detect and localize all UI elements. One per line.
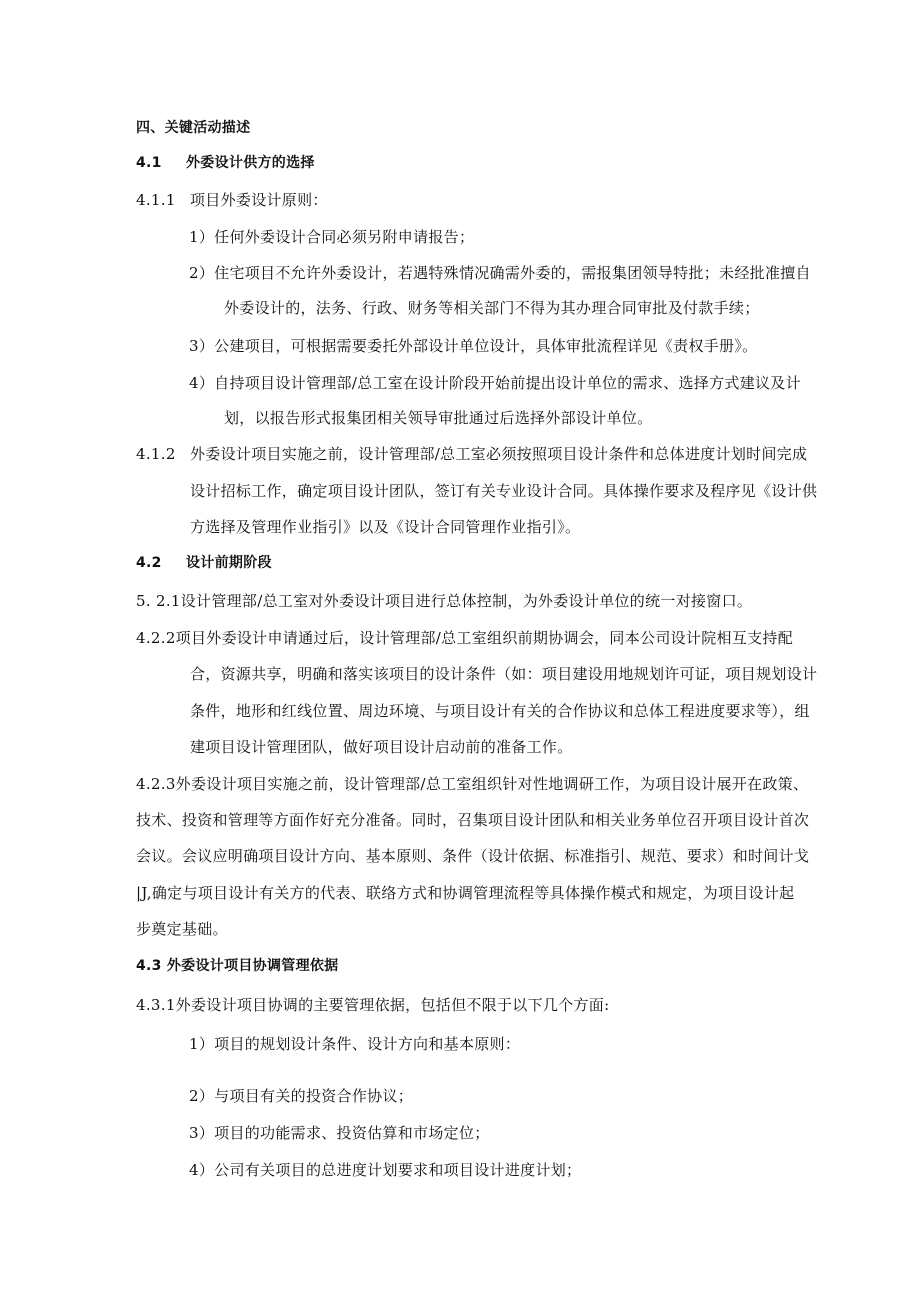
- section-4-1-1-number: 4.1.1: [136, 191, 176, 209]
- list-item: 3）项目的功能需求、投资估算和市场定位；: [189, 1124, 490, 1142]
- section-4-1-number: 4.1: [136, 155, 162, 171]
- list-item: 1）任何外委设计合同必须另附申请报告；: [189, 228, 475, 246]
- paragraph-line: 设计招标工作，确定项目设计团队，签订有关专业设计合同。具体操作要求及程序见《设计供: [190, 482, 818, 500]
- list-item-continuation: 划，以报告形式报集团相关领导审批通过后选择外部设计单位。: [224, 409, 653, 427]
- list-item: 2）住宅项目不允许外委设计，若遇特殊情况确需外委的，需报集团领导特批；未经批准擅自: [189, 264, 811, 282]
- paragraph-line: 步奠定基础。: [136, 920, 228, 938]
- list-item-continuation: 外委设计的，法务、行政、财务等相关部门不得为其办理合同审批及付款手续；: [224, 299, 760, 317]
- paragraph-line: 外委设计项目实施之前，设计管理部/总工室必须按照项目设计条件和总体进度计划时间完成: [190, 445, 808, 463]
- paragraph-line: 4.3.1外委设计项目协调的主要管理依据，包括但不限于以下几个方面:: [136, 996, 610, 1014]
- section-4-1-1-heading: [136, 190, 328, 210]
- section-4-1-2-number: 4.1.2: [136, 445, 176, 463]
- section-4-2-heading: [136, 553, 272, 573]
- section-4-1-1-title: 项目外委设计原则：: [190, 191, 328, 209]
- paragraph-line: 条件，地形和红线位置、周边环境、与项目设计有关的合作协议和总体工程进度要求等），组: [190, 702, 810, 720]
- paragraph-line: 4.2.2项目外委设计申请通过后，设计管理部/总工室组织前期协调会，同本公司设计院相互支持配: [136, 629, 794, 647]
- list-item: 3）公建项目，可根据需要委托外部设计单位设计，具体审批流程详见《责权手册》。: [189, 337, 758, 355]
- paragraph-line: 4.2.3外委设计项目实施之前，设计管理部/总工室组织针对性地调研工作，为项目设计展开在政策、: [136, 775, 809, 793]
- paragraph-line: 建项目设计管理团队，做好项目设计启动前的准备工作。: [190, 738, 573, 756]
- list-item: 2）与项目有关的投资合作协议；: [189, 1087, 414, 1105]
- paragraph-line: 合，资源共享，明确和落实该项目的设计条件（如：项目建设用地规划许可证，项目规划设计: [190, 665, 818, 683]
- list-item: 4）公司有关项目的总进度计划要求和项目设计进度计划；: [189, 1161, 582, 1179]
- section-4-1-2-paragraph: [136, 444, 807, 464]
- section-4-1-heading: [136, 153, 315, 173]
- section-4-3-heading: 4.3 外委设计项目协调管理依据: [136, 958, 339, 974]
- section-4-1-title: 外委设计供方的选择: [186, 155, 315, 171]
- paragraph-line: |J,确定与项目设计有关方的代表、联络方式和协调管理流程等具体操作模式和规定，为项目设计起: [136, 884, 795, 902]
- paragraph-line: 5. 2.1设计管理部/总工室对外委设计项目进行总体控制，为外委设计单位的统一对接窗口。: [136, 592, 753, 610]
- section-4-2-title: 设计前期阶段: [186, 555, 272, 571]
- section-4-title: 四、关键活动描述: [136, 120, 251, 136]
- paragraph-line: 技术、投资和管理等方面作好充分准备。同时，召集项目设计团队和相关业务单位召开项目设计首次: [136, 811, 810, 829]
- section-4-2-number: 4.2: [136, 555, 162, 571]
- paragraph-line: 方选择及管理作业指引》以及《设计合同管理作业指引》。: [190, 518, 581, 536]
- list-item: 4）自持项目设计管理部/总工室在设计阶段开始前提出设计单位的需求、选择方式建议及计: [189, 374, 801, 392]
- paragraph-line: 会议。会议应明确项目设计方向、基本原则、条件（设计依据、标准指引、规范、要求）和时间计戈: [136, 847, 810, 865]
- list-item: 1）项目的规划设计条件、设计方向和基本原则：: [189, 1035, 521, 1053]
